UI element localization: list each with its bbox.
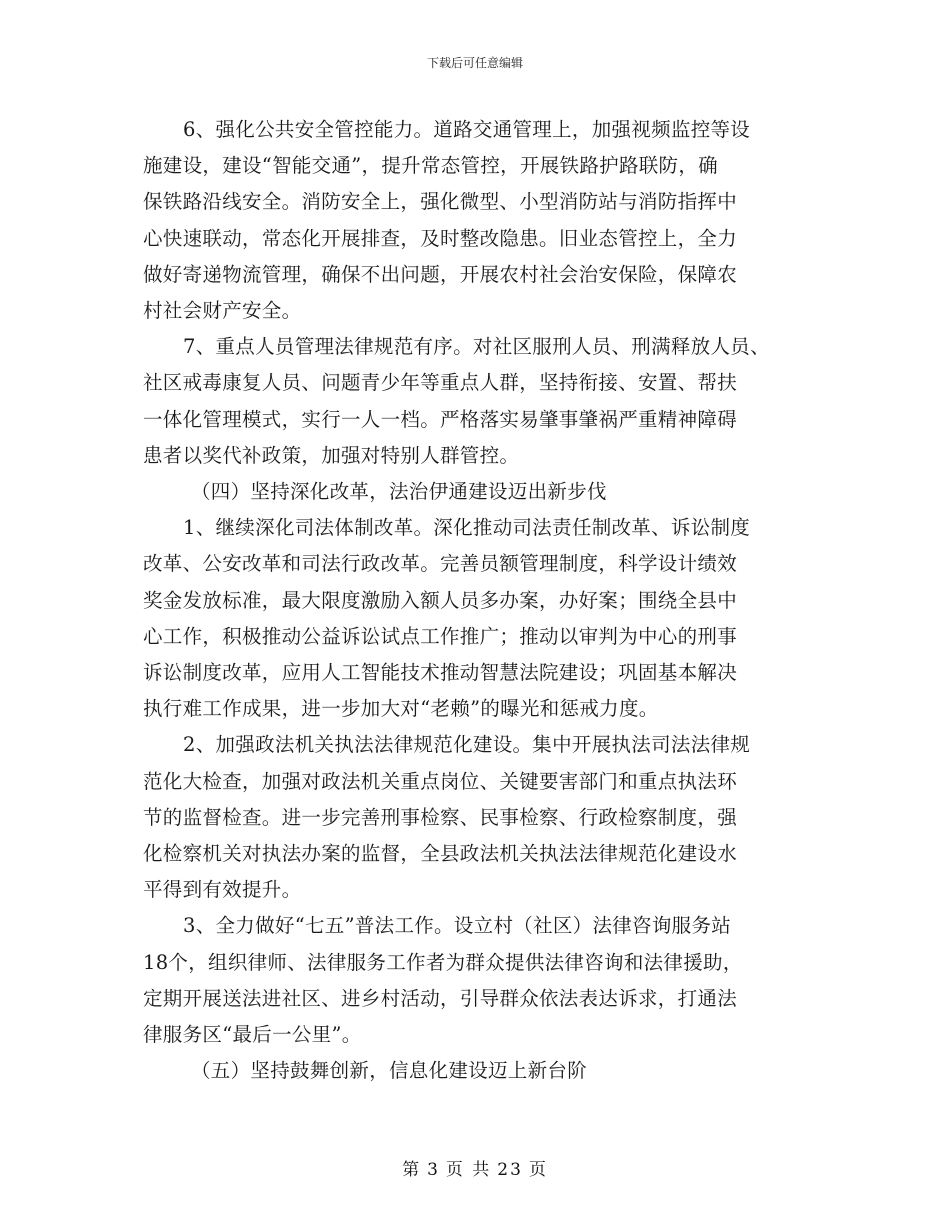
text-line: 1、继续深化司法体制改革。深化推动司法责任制改革、诉讼制度 (183, 516, 751, 540)
text-line: 18个，组织律师、法律服务工作者为群众提供法律咨询和法律援助， (143, 950, 743, 974)
text-line: 化检察机关对执法办案的监督，全县政法机关执法法律规范化建设水 (143, 842, 738, 866)
text-line: 一体化管理模式，实行一人一档。严格落实易肇事肇祸严重精神障碍 (143, 407, 738, 431)
footer-prefix: 第 (402, 1160, 422, 1180)
text-line: 施建设，建设“智能交通”，提升常态管控，开展铁路护路联防，确 (143, 154, 718, 178)
paragraph-key-personnel (143, 329, 815, 474)
footer-middle: 页 共 (445, 1160, 492, 1180)
text-line: 村社会财产安全。 (143, 299, 302, 323)
text-line: 改革、公安改革和司法行政改革。完善员额管理制度，科学设计绩效 (143, 552, 738, 576)
paragraph-public-safety (143, 112, 815, 329)
text-line: 2、加强政法机关执法法律规范化建设。集中开展执法司法法律规 (183, 733, 751, 757)
text-line: 患者以奖代补政策，加强对特别人群管控。 (143, 443, 520, 467)
text-line: 3、全力做好“七五”普法工作。设立村（社区）法律咨询服务站 (183, 914, 732, 938)
heading-line: （四）坚持深化改革，法治伊通建设迈出新步伐 (191, 480, 607, 504)
text-line: 6、强化公共安全管控能力。道路交通管理上，加强视频监控等设 (183, 118, 751, 141)
text-line: 执行难工作成果，进一步加大对“老赖”的曝光和惩戒力度。 (143, 697, 659, 721)
text-line: 心快速联动，常态化开展排查，及时整改隐患。旧业态管控上，全力 (143, 226, 738, 250)
text-line: 社区戒毒康复人员、问题青少年等重点人群，坚持衔接、安置、帮扶 (143, 371, 738, 395)
footer-suffix: 页 (528, 1160, 548, 1180)
heading-line: （五）坚持鼓舞创新，信息化建设迈上新台阶 (191, 1059, 588, 1083)
text-line: 保铁路沿线安全。消防安全上，强化微型、小型消防站与消防指挥中 (143, 190, 738, 214)
text-line: 平得到有效提升。 (143, 878, 302, 902)
text-line: 心工作，积极推动公益诉讼试点工作推广；推动以审判为中心的刑事 (143, 624, 738, 648)
text-line: 律服务区“最后一公里”。 (143, 1023, 362, 1047)
section-heading-4 (143, 474, 815, 510)
total-pages-number: 23 (497, 1160, 523, 1180)
current-page-number: 3 (427, 1160, 440, 1180)
text-line: 节的监督检查。进一步完善刑事检察、民事检察、行政检察制度，强 (143, 805, 738, 829)
text-line: 诉讼制度改革，应用人工智能技术推动智慧法院建设；巩固基本解决 (143, 661, 738, 685)
text-line: 定期开展送法进社区、进乡村活动，引导群众依法表达诉求，打通法 (143, 986, 738, 1010)
paragraph-judicial-reform (143, 510, 815, 727)
text-line: 奖金发放标准，最大限度激励入额人员多办案，办好案；围绕全县中 (143, 588, 738, 612)
page-number-footer (0, 1155, 950, 1180)
paragraph-law-enforcement (143, 727, 815, 908)
text-line: 7、重点人员管理法律规范有序。对社区服刑人员、刑满释放人员、 (183, 335, 770, 359)
text-line: 范化大检查，加强对政法机关重点岗位、关键要害部门和重点执法环 (143, 769, 738, 793)
section-heading-5 (143, 1053, 815, 1089)
paragraph-legal-education (143, 908, 815, 1053)
page-header: 下载后可任意编辑 (426, 56, 523, 70)
text-line: 做好寄递物流管理，确保不出问题，开展农村社会治安保险，保障农 (143, 262, 738, 286)
document-body (143, 112, 815, 1089)
